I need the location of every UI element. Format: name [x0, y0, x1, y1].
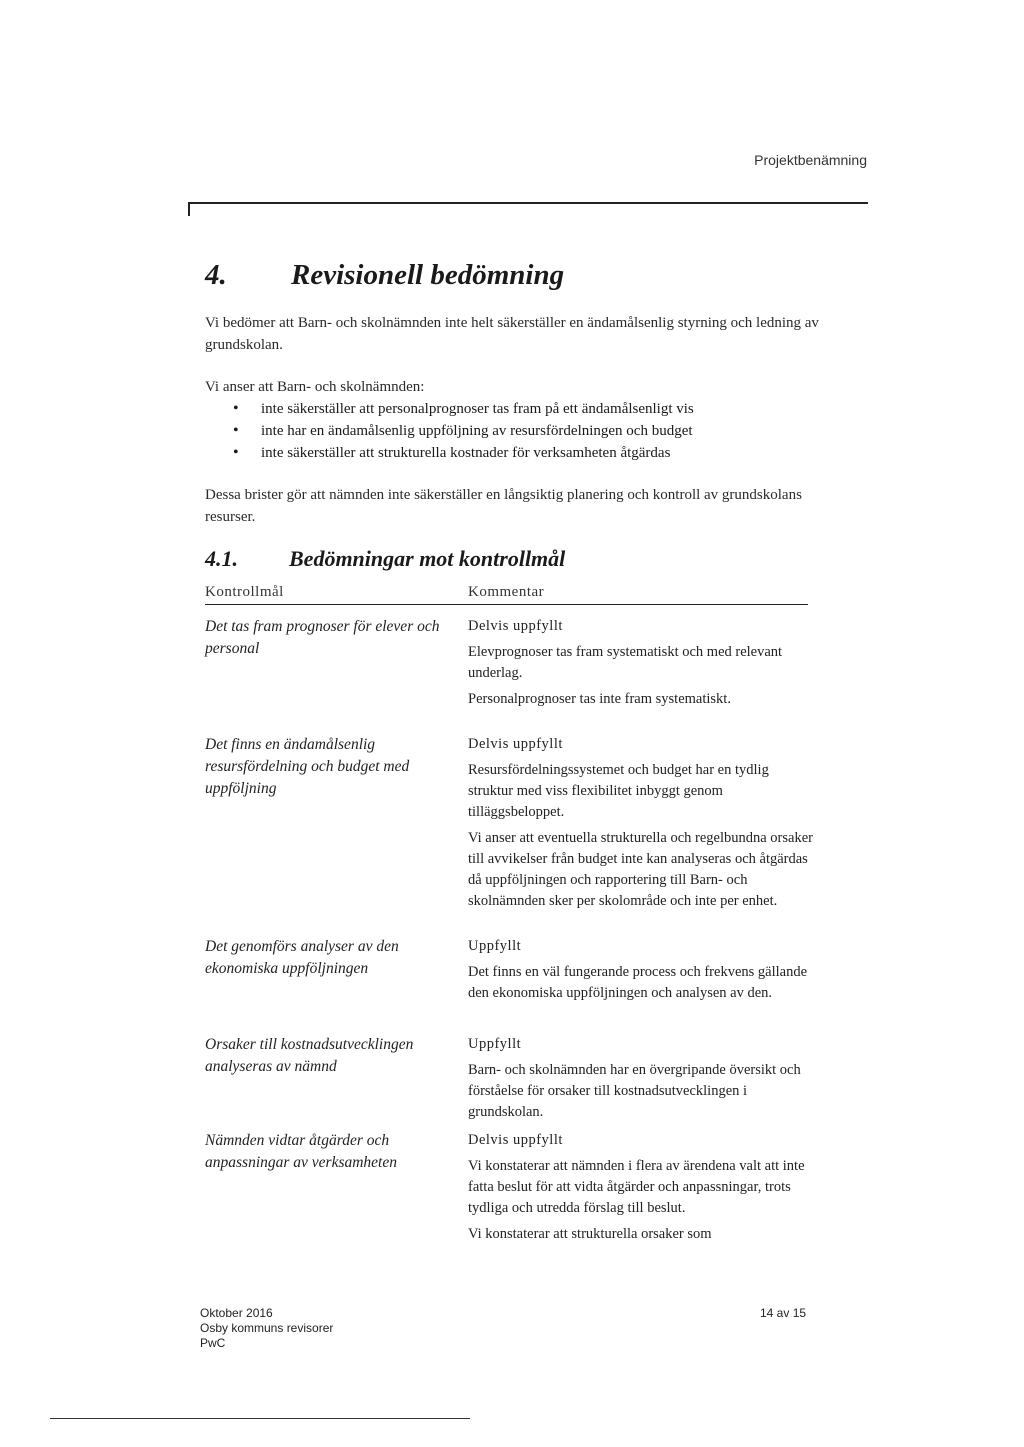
comment-paragraph: Vi anser att eventuella strukturella och regelbundna orsaker till avvikelser från budget inte kan analyseras och åtgärdas då uppföljningen och rapportering till Barn- och skolnämnden sker per skolområde och inte per enhet.: [468, 830, 813, 909]
comment-paragraph: Personalprognoser tas inte fram systematiskt.: [468, 691, 731, 707]
section-heading: [205, 259, 564, 292]
control-objective: Nämnden vidtar åtgärder och anpassningar av verksamheten: [205, 1132, 397, 1171]
status-text: Delvis uppfyllt: [468, 736, 563, 752]
control-objective: Orsaker till kostnadsutvecklingen analyseras av nämnd: [205, 1036, 414, 1075]
control-objective: Det tas fram prognoser för elever och personal: [205, 618, 440, 657]
comment-cell: [468, 936, 813, 1009]
comment-cell: [468, 1130, 813, 1250]
comment-paragraph: Vi konstaterar att nämnden i flera av ärendena valt att inte fatta beslut för att vidta åtgärder och anpassningar, trots tydliga och utredda förslag till beslut.: [468, 1158, 805, 1216]
list-item: • inte säkerställer att strukturella kostnader för verksamheten åtgärdas: [233, 442, 853, 464]
comment-paragraph: Resursfördelningssystemet och budget har en tydlig struktur med viss flexibilitet inbyggt genom tilläggsbeloppet.: [468, 762, 769, 820]
column-header-kontrollmal: Kontrollmål: [205, 584, 284, 600]
control-objective: Det finns en ändamålsenlig resursfördelning och budget med uppföljning: [205, 736, 410, 797]
footer-info: [200, 1306, 333, 1351]
assessment-paragraph: Vi bedömer att Barn- och skolnämnden inte helt säkerställer en ändamålsenlig styrning och ledning av grundskolan.: [205, 315, 819, 353]
footer-company: PwC: [200, 1336, 226, 1350]
status-text: Delvis uppfyllt: [468, 1132, 563, 1148]
control-objective: Det genomförs analyser av den ekonomiska uppföljningen: [205, 938, 399, 977]
findings-intro: Vi anser att Barn- och skolnämnden:: [205, 379, 425, 395]
status-text: Uppfyllt: [468, 938, 522, 954]
project-name: Projektbenämning: [754, 152, 867, 168]
section-number: 4.: [205, 259, 227, 291]
column-header-kommentar: Kommentar: [468, 584, 545, 600]
findings-list: [233, 398, 853, 464]
comment-paragraph: Vi konstaterar att strukturella orsaker som: [468, 1226, 712, 1242]
header-rule: [188, 202, 868, 204]
list-item: • inte säkerställer att personalprognoser tas fram på ett ändamålsenligt vis: [233, 398, 853, 420]
subsection-title: Bedömningar mot kontrollmål: [289, 546, 566, 571]
conclusion-paragraph: Dessa brister gör att nämnden inte säkerställer en långsiktig planering och kontroll av grundskolans resurser.: [205, 487, 802, 525]
comment-cell: [468, 1034, 813, 1128]
page-number: 14 av 15: [760, 1306, 807, 1320]
table-header-rule: [205, 604, 808, 605]
list-item: • inte har en ändamålsenlig uppföljning av resursfördelningen och budget: [233, 420, 853, 442]
comment-cell: [468, 616, 813, 715]
comment-paragraph: Det finns en väl fungerande process och frekvens gällande den ekonomiska uppföljningen och analysen av den.: [468, 964, 808, 1001]
comment-cell: [468, 734, 813, 917]
footer-org: Osby kommuns revisorer: [200, 1321, 334, 1335]
bottom-rule: [50, 1418, 470, 1419]
header-rule-tick: [188, 202, 190, 216]
status-text: Delvis uppfyllt: [468, 618, 563, 634]
subsection-heading: [205, 546, 565, 572]
status-text: Uppfyllt: [468, 1036, 522, 1052]
comment-paragraph: Barn- och skolnämnden har en övergripande översikt och förståelse för orsaker till kostnadsutvecklingen i grundskolan.: [468, 1062, 801, 1120]
comment-paragraph: Elevprognoser tas fram systematiskt och med relevant underlag.: [468, 644, 783, 681]
section-title: Revisionell bedömning: [291, 259, 565, 291]
subsection-number: 4.1.: [205, 546, 238, 571]
footer-date: Oktober 2016: [200, 1306, 273, 1320]
